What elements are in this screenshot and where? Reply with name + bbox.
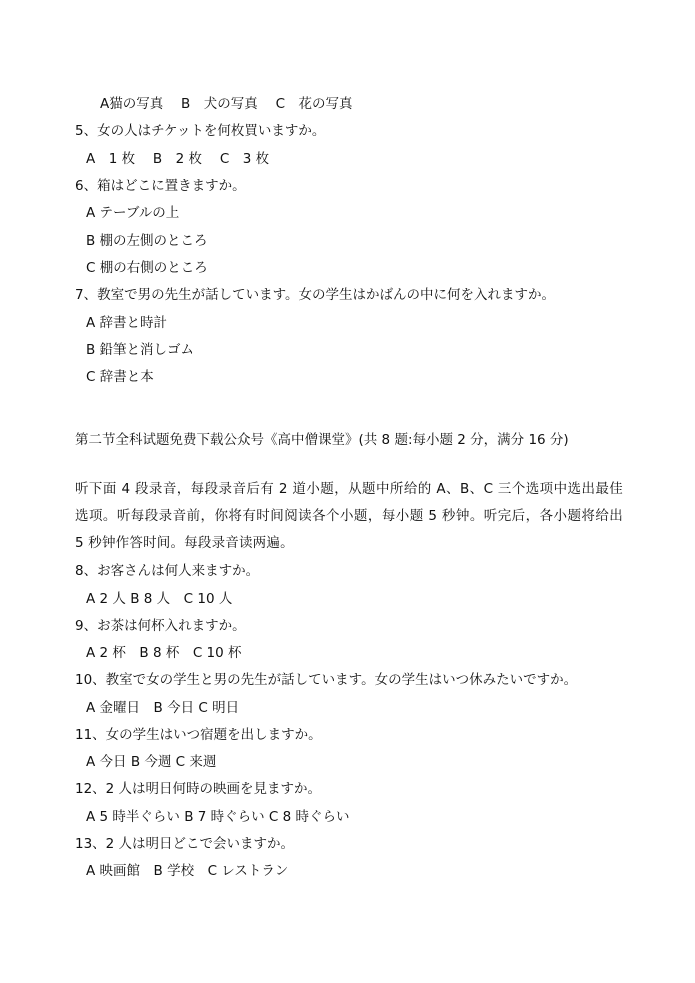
q12-question: 12、2 人は明日何時の映画を見ますか。 bbox=[75, 781, 322, 797]
q11-question: 11、女の学生はいつ宿題を出しますか。 bbox=[75, 727, 322, 743]
q13-question: 13、2 人は明日どこで会いますか。 bbox=[75, 836, 295, 852]
q9-options: A 2 杯 B 8 杯 C 10 杯 bbox=[86, 645, 242, 661]
q13-options: A 映画館 B 学校 C レストラン bbox=[86, 863, 289, 879]
section-heading: 第二节全科试题免费下载公众号《高中僧课堂》(共 8 题:每小题 2 分，满分 16 分) bbox=[75, 432, 569, 448]
q10-question: 10、教室で女の学生と男の先生が話しています。女の学生はいつ休みたいですか。 bbox=[75, 672, 578, 688]
q8-question: 8、お客さんは何人来ますか。 bbox=[75, 563, 260, 579]
q7-option-b: B 鉛筆と消しゴム bbox=[86, 342, 195, 358]
q7-option-a: A 辞書と時計 bbox=[86, 315, 168, 331]
section-instructions: 听下面 4 段录音，每段录音后有 2 道小题，从题中所给的 A、B、C 三个选项中选出最佳选项。听每段录音前，你将有时间阅读各个小题，每小题 5 秒钟。听完后，各小题将给出 5 秒钟作答时间。每段录音读两遍。 bbox=[75, 481, 623, 551]
q11-options: A 今日 B 今週 C 来週 bbox=[86, 754, 217, 770]
q4-options: A猫の写真 B 犬の写真 C 花の写真 bbox=[100, 96, 353, 112]
q7-option-c: C 辞書と本 bbox=[86, 369, 154, 385]
q10-options: A 金曜日 B 今日 C 明日 bbox=[86, 700, 240, 716]
q6-question: 6、箱はどこに置きますか。 bbox=[75, 178, 246, 194]
q9-question: 9、お茶は何杯入れますか。 bbox=[75, 618, 246, 634]
q6-option-a: A テーブルの上 bbox=[86, 205, 180, 221]
q5-question: 5、女の人はチケットを何枚買いますか。 bbox=[75, 123, 326, 139]
q8-options: A 2 人 B 8 人 C 10 人 bbox=[86, 591, 233, 607]
q12-options: A 5 時半ぐらい B 7 時ぐらい C 8 時ぐらい bbox=[86, 809, 350, 825]
q6-option-c: C 棚の右側のところ bbox=[86, 260, 208, 276]
q7-question: 7、教室で男の先生が話しています。女の学生はかばんの中に何を入れますか。 bbox=[75, 287, 556, 303]
q5-options: A 1 枚 B 2 枚 C 3 枚 bbox=[86, 151, 270, 167]
q6-option-b: B 棚の左側のところ bbox=[86, 233, 208, 249]
